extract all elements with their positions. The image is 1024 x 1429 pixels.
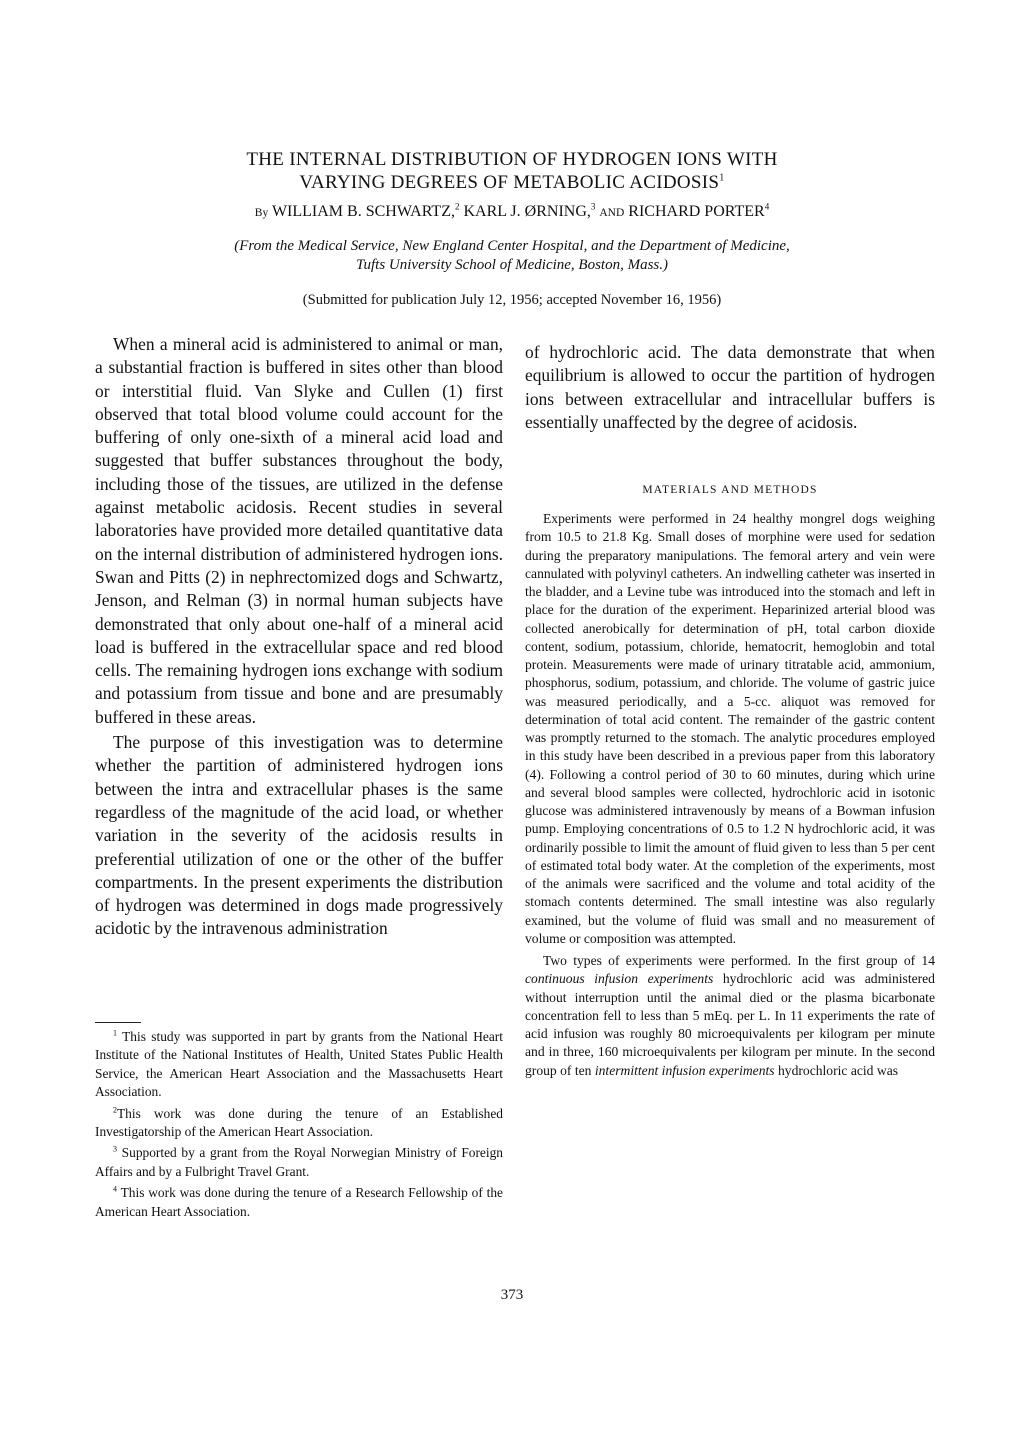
intermittent-infusion-term: intermittent infusion experiments xyxy=(594,1062,775,1078)
title-line-2-text: VARYING DEGREES OF METABOLIC ACIDOSIS xyxy=(299,172,720,193)
footnotes xyxy=(95,1028,503,1224)
title-footnote-mark: 1 xyxy=(719,172,725,184)
footnote-2 xyxy=(95,1105,503,1142)
footnote-4-text: This work was done during the tenure of a Research Fellowship of the American Heart Association. xyxy=(95,1185,503,1219)
footnote-3-text: Supported by a grant from the Royal Norwegian Ministry of Foreign Affairs and by a Fulbright Travel Grant. xyxy=(95,1145,503,1179)
methods-paragraph-2 xyxy=(525,952,935,1080)
footnote-2-num: 2 xyxy=(113,1105,117,1115)
footnote-4 xyxy=(95,1184,503,1221)
right-column-intro xyxy=(525,341,935,434)
author-1-footnote: 2 xyxy=(454,201,460,212)
author-3: RICHARD PORTER xyxy=(628,203,765,220)
methods-p2-part-c: hydrochloric acid was xyxy=(777,1062,899,1078)
methods-body xyxy=(525,510,935,1080)
left-column xyxy=(95,333,503,941)
footnote-3-num: 3 xyxy=(113,1144,117,1154)
footnote-4-num: 4 xyxy=(113,1184,117,1194)
methods-p2-part-b: hydrochloric acid was administered without interruption until the animal died or the plasma bicarbonate concentration fell to less than 5 mEq. per L. In 11 experiments the rate of acid infusion was roughly 80 microequivalents per kilogram per minute and in three, 160 microequivalents per kilogram per minute. In the second group of ten xyxy=(525,971,935,1078)
intro-paragraph-1: When a mineral acid is administered to animal or man, a substantial fraction is buffered in sites other than blood or interstitial fluid. Van Slyke and Cullen (1) first observed that total blood volume could account for the buffering of only one-sixth of a mineral acid load and suggested that buffer substances throughout the body, including those of the tissues, are utilized in the defense against metabolic acidosis. Recent studies in several laboratories have provided more detailed quantitative data on the internal distribution of administered hydrogen ions. Swan and Pitts (2) in nephrectomized dogs and Schwartz, Jenson, and Relman (3) in normal human subjects have demonstrated that only about one-half of a mineral acid load is buffered in the extracellular space and red blood cells. The remaining hydrogen ions exchange with sodium and potassium from tissue and bone and are presumably buffered in these areas. xyxy=(95,334,503,727)
author-3-footnote: 4 xyxy=(764,201,770,212)
intro-paragraph-2: The purpose of this investigation was to determine whether the partition of administered hydrogen ions between the intra and extracellular phases is the same regardless of the magnitude of the acid load, or whether variation in the severity of the acidosis results in preferential utilization of one or the other of the buffer compartments. In the present experiments the distribution of hydrogen was determined in dogs made progressively acidotic by the intravenous administration xyxy=(95,732,503,939)
author-2: KARL J. ØRNING, xyxy=(463,203,591,220)
title-line-2 xyxy=(0,171,1024,194)
affiliation-line-1: (From the Medical Service, New England Center Hospital, and the Department of Medicine, xyxy=(234,238,790,254)
methods-paragraph-1: Experiments were performed in 24 healthy mongrel dogs weighing from 10.5 to 21.8 Kg. Small doses of morphine were used for sedation during the preparatory manipulations. The femoral artery and vein were cannulated with polyvinyl catheters. An indwelling catheter was inserted in the bladder, and a Levine tube was introduced into the stomach and left in place for the duration of the experiment. Heparinized arterial blood was collected anerobically for determination of pH, total carbon dioxide content, sodium, potassium, chloride, hematocrit, hemoglobin and total protein. Measurements were made of urinary titratable acid, ammonium, phosphorus, sodium, potassium, and chloride. The volume of gastric juice was measured periodically, and a 5-cc. aliquot was removed for determination of total acid content. The remainder of the gastric content was promptly returned to the stomach. The analytic procedures employed in this study have been described in a previous paper from this laboratory (4). Following a control period of 30 to 60 minutes, during which urine and several blood samples were collected, hydrochloric acid in isotonic glucose was administered intravenously by means of a Bowman infusion pump. Employing concentrations of 0.5 to 1.2 N hydrochloric acid, it was ordinarily possible to limit the amount of fluid given to less than 5 per cent of estimated total body water. At the completion of the experiments, most of the animals were sacrificed and the volume and total acidity of the stomach contents determined. The small intestine was also regularly examined, but the volume of fluid was small and no measurement of volume or composition was attempted. xyxy=(525,511,935,946)
and-label: AND xyxy=(599,207,625,219)
methods-p2-part-a: Two types of experiments were performed. In the first group of 14 xyxy=(543,953,935,968)
footnote-divider xyxy=(95,1022,141,1023)
footnote-1 xyxy=(95,1028,503,1102)
section-heading-methods: MATERIALS AND METHODS xyxy=(642,484,818,496)
page-number: 373 xyxy=(500,1287,524,1303)
footnote-1-num: 1 xyxy=(113,1028,117,1038)
author-2-footnote: 3 xyxy=(590,201,596,212)
title-line-1: THE INTERNAL DISTRIBUTION OF HYDROGEN IONS WITH xyxy=(246,149,778,170)
footnote-2-text: This work was done during the tenure of an Established Investigatorship of the American Heart Association. xyxy=(95,1105,503,1140)
author-1: WILLIAM B. SCHWARTZ, xyxy=(271,203,455,220)
affiliation-line-2: Tufts University School of Medicine, Boston, Mass.) xyxy=(355,257,669,273)
continuous-infusion-term: continuous infusion experiments xyxy=(525,971,714,987)
footnote-1-text: This study was supported in part by grants from the National Heart Institute of the National Institutes of Health, United States Public Health Service, the American Heart Association and the Massachusetts Heart Association. xyxy=(95,1029,503,1100)
author-line xyxy=(0,203,1024,221)
footnote-3 xyxy=(95,1144,503,1181)
by-label: By xyxy=(254,207,269,219)
affiliation xyxy=(0,237,1024,275)
article-title xyxy=(0,148,1024,194)
submission-dates: (Submitted for publication July 12, 1956; accepted November 16, 1956) xyxy=(302,292,722,308)
intro-continuation: of hydrochloric acid. The data demonstrate that when equilibrium is allowed to occur the partition of hydrogen ions between extracellular and intracellular buffers is essentially unaffected by the degree of acidosis. xyxy=(525,342,935,432)
